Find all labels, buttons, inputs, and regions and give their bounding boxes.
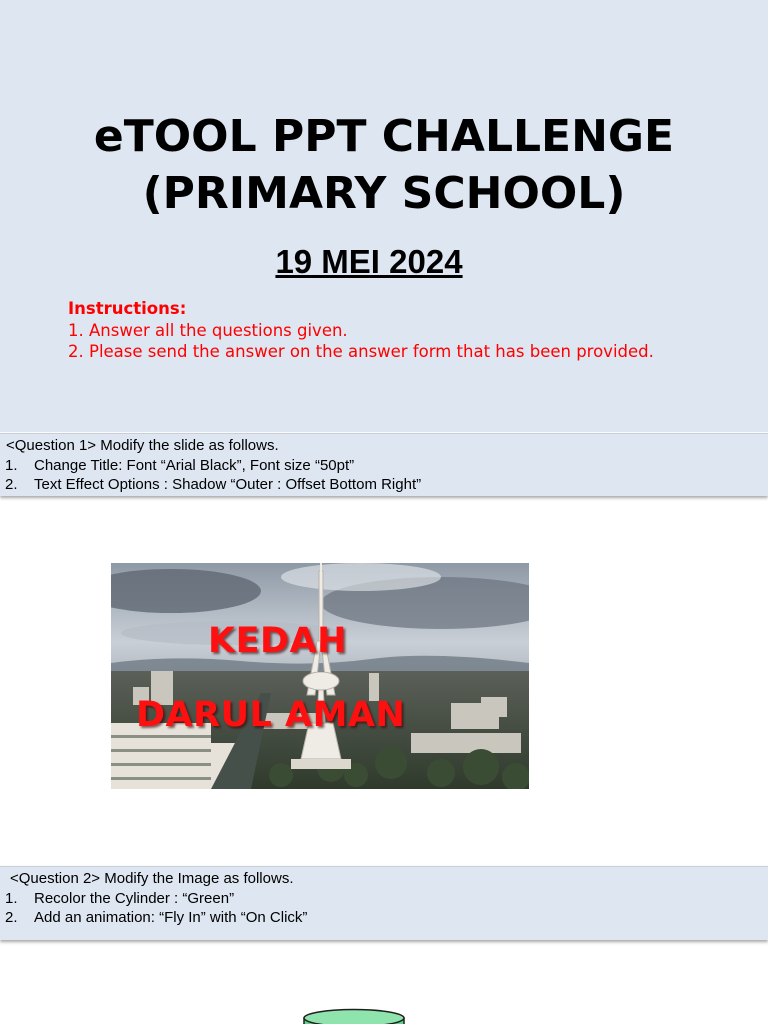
question-1-item [0,475,768,495]
question-1-item-text: Change Title: Font “Arial Black”, Font size “50pt” [34,456,355,474]
question-2-item-number: 2. [5,909,18,926]
image-text-line-1: KEDAH [208,621,347,661]
question-2-item-text: Add an animation: “Fly In” with “On Click” [34,909,308,926]
cylinder-shape[interactable] [303,1008,405,1024]
question-2-item [0,908,768,928]
question-2-box [0,866,768,940]
question-2-item [0,889,768,909]
question-1-item-number: 1. [5,456,18,474]
instructions-list [68,320,688,363]
title-slide [0,0,768,432]
slide-title [0,108,768,222]
instruction-item: 1. Answer all the questions given. [89,320,688,342]
instruction-item: 2. Please send the answer on the answer form that has been provided. [89,341,688,363]
image-text-line-2: DARUL AMAN [136,695,406,735]
city-skyline-illustration [111,563,529,789]
instructions-heading: Instructions: [68,299,187,318]
slide-title-line-2: (PRIMARY SCHOOL) [142,168,626,219]
question-2-heading: <Question 2> Modify the Image as follows. [10,870,294,887]
question-2-item-text: Recolor the Cylinder : “Green” [34,889,235,907]
question-1-item-number: 2. [5,476,18,493]
question-1-box [0,433,768,496]
question-2-item-number: 1. [5,889,18,907]
kedah-city-photo[interactable] [111,563,529,789]
slide-title-line-1: eTOOL PPT CHALLENGE [93,111,675,162]
instructions-block [68,298,688,363]
question-1-item-text: Text Effect Options : Shadow “Outer : Offset Bottom Right” [34,476,422,493]
question-1-item [0,456,768,476]
slide-date: 19 MEI 2024 [275,243,463,280]
question-1-heading: <Question 1> Modify the slide as follows. [6,437,279,454]
